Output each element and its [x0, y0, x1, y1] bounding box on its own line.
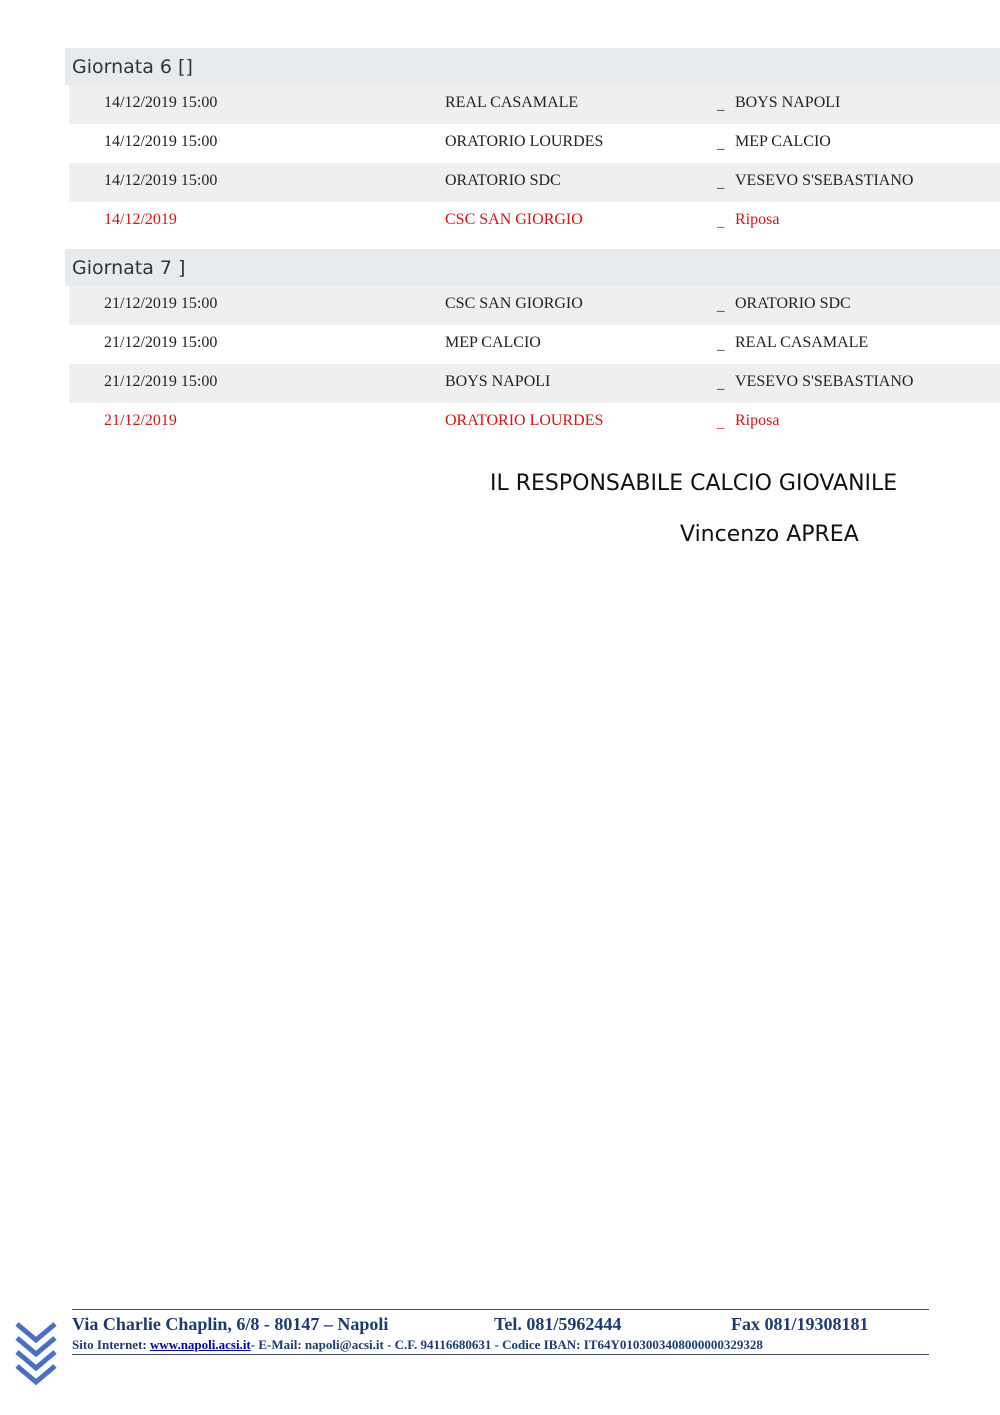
match-row	[69, 364, 1000, 403]
footer-divider	[72, 1354, 929, 1355]
separator: _	[717, 175, 725, 191]
footer-info	[72, 1337, 763, 1353]
giornata-7-section	[65, 249, 1000, 442]
away-team: REAL CASAMALE	[735, 334, 869, 351]
separator: _	[717, 337, 725, 353]
match-row	[69, 163, 1000, 202]
match-row	[69, 325, 1000, 364]
match-date: 21/12/2019	[104, 412, 177, 429]
separator: _	[717, 376, 725, 392]
rest-label: Riposa	[735, 211, 780, 228]
separator: _	[717, 298, 725, 314]
match-row	[69, 85, 1000, 124]
signature-title: IL RESPONSABILE CALCIO GIOVANILE	[490, 471, 898, 496]
away-team: BOYS NAPOLI	[735, 94, 841, 111]
resting-team: CSC SAN GIORGIO	[445, 211, 583, 228]
match-date: 14/12/2019 15:00	[104, 94, 218, 111]
resting-team: ORATORIO LOURDES	[445, 412, 604, 429]
separator: _	[717, 136, 725, 152]
footer-fax: Fax 081/19308181	[731, 1314, 869, 1334]
home-team: REAL CASAMALE	[445, 94, 579, 111]
footer-phone: Tel. 081/5962444	[494, 1314, 622, 1334]
chevron-stack-icon	[14, 1320, 58, 1386]
match-row	[69, 124, 1000, 163]
rest-row	[69, 202, 1000, 241]
rest-label: Riposa	[735, 412, 780, 429]
separator: _	[717, 214, 725, 230]
footer-divider	[72, 1309, 929, 1310]
away-team: VESEVO S'SEBASTIANO	[735, 373, 914, 390]
match-date: 14/12/2019 15:00	[104, 133, 218, 150]
footer-contact-details: - E-Mail: napoli@acsi.it - C.F. 94116680631 - Codice IBAN: IT64Y0103003408000000329328	[250, 1337, 763, 1352]
match-date: 21/12/2019 15:00	[104, 373, 218, 390]
giornata-6-section	[65, 48, 1000, 241]
match-date: 14/12/2019	[104, 211, 177, 228]
away-team: VESEVO S'SEBASTIANO	[735, 172, 914, 189]
away-team: MEP CALCIO	[735, 133, 831, 150]
home-team: ORATORIO LOURDES	[445, 133, 604, 150]
separator: _	[717, 97, 725, 113]
home-team: BOYS NAPOLI	[445, 373, 551, 390]
rest-row	[69, 403, 1000, 442]
separator: _	[717, 415, 725, 431]
match-date: 21/12/2019 15:00	[104, 334, 218, 351]
footer-site-label: Sito Internet:	[72, 1337, 150, 1352]
giornata-header: Giornata 7 ]	[65, 249, 1000, 286]
home-team: MEP CALCIO	[445, 334, 541, 351]
footer-address: Via Charlie Chaplin, 6/8 - 80147 – Napoli	[72, 1314, 389, 1334]
signature-name: Vincenzo APREA	[680, 522, 859, 547]
match-date: 14/12/2019 15:00	[104, 172, 218, 189]
match-row	[69, 286, 1000, 325]
away-team: ORATORIO SDC	[735, 295, 851, 312]
giornata-header: Giornata 6 []	[65, 48, 1000, 85]
match-date: 21/12/2019 15:00	[104, 295, 218, 312]
footer-site-link[interactable]: www.napoli.acsi.it	[150, 1337, 251, 1352]
home-team: ORATORIO SDC	[445, 172, 561, 189]
home-team: CSC SAN GIORGIO	[445, 295, 583, 312]
